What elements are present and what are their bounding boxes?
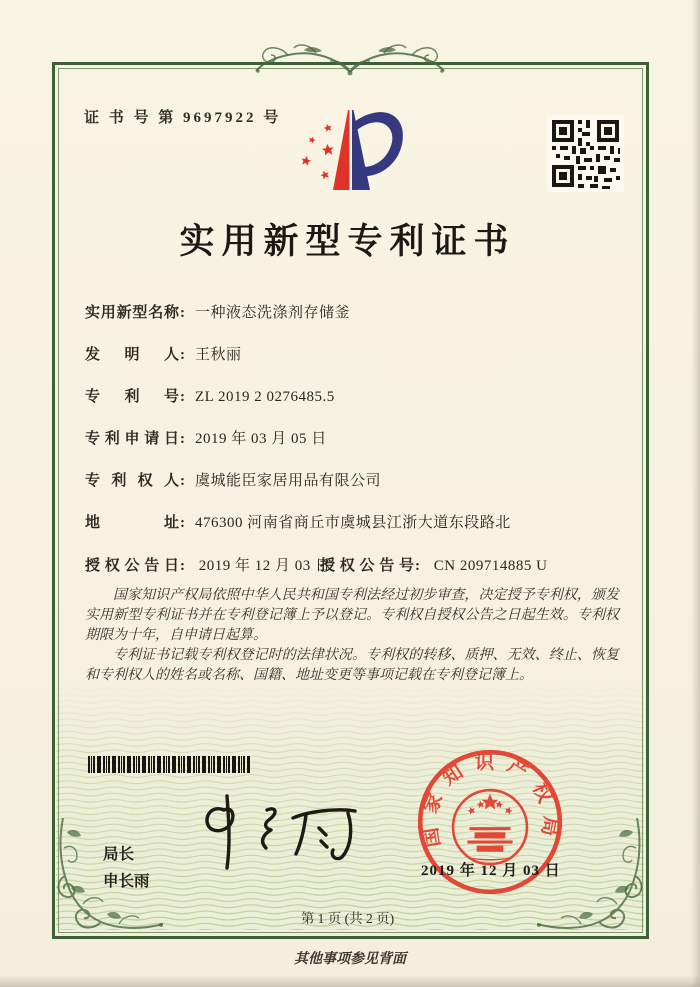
field-label: 专利权人 [85, 473, 179, 489]
field-row-address: 地址 : 476300 河南省商丘市虞城县江浙大道东段路北 [85, 511, 620, 529]
grant-number-group: 授权公告号: CN 209714885 U [320, 554, 547, 575]
field-row-utility-model-name: 实用新型名称 : 一种液态洗涤剂存储釜 [85, 301, 620, 319]
field-value-inventor: 王秋丽 [195, 347, 242, 363]
grant-date-label: 授权公告日 [85, 558, 179, 574]
field-label: 地址 [85, 515, 179, 531]
signer-title: 局长 [103, 846, 135, 863]
signer-block [103, 841, 150, 895]
footer-note: 其他事项参见背面 [294, 952, 406, 967]
field-label: 实用新型名称 [85, 305, 179, 321]
qr-code-icon [547, 115, 624, 192]
legal-body-text [85, 586, 619, 686]
field-value-patent-number: ZL 2019 2 0276485.5 [195, 389, 335, 405]
scan-edge-right [691, 0, 700, 987]
certificate-number: 证 书 号 第 9697922 号 [84, 110, 282, 126]
field-row-patentee: 专利权人 : 虞城能臣家居用品有限公司 [85, 469, 620, 487]
grant-date-value: 2019 年 12 月 03 日 [198, 558, 331, 574]
field-row-patent-number: 专利号 : ZL 2019 2 0276485.5 [85, 385, 620, 403]
grant-row [85, 554, 620, 572]
grant-number-value: CN 209714885 U [433, 558, 548, 574]
barcode [88, 756, 250, 773]
seal-date: 2019 年 12 月 03 日 [421, 863, 561, 879]
field-label: 发明人 [85, 347, 179, 363]
grant-number-label: 授权公告号 [320, 558, 414, 574]
body-paragraph-2: 专利证书记载专利权登记时的法律状况。专利权的转移、质押、无效、终止、恢复和专利权人的姓名或名称、国籍、地址变更等事项记载在专利登记簿上。 [85, 648, 619, 683]
signer-name: 申长雨 [103, 873, 150, 890]
field-value-patentee: 虞城能臣家居用品有限公司 [195, 473, 382, 489]
top-floral-ornament-icon [250, 42, 450, 80]
field-label: 专利申请日 [85, 431, 179, 447]
field-row-filing-date: 专利申请日 : 2019 年 03 月 05 日 [85, 427, 620, 445]
seal-text: 国家知识产权局 [419, 752, 561, 849]
scan-edge-bottom [0, 975, 700, 987]
field-value-utility-model-name: 一种液态洗涤剂存储釜 [195, 305, 351, 321]
signature-icon [193, 790, 365, 876]
certificate-title: 实用新型专利证书 [179, 222, 516, 261]
page-indicator: 第 1 页 (共 2 页) [300, 911, 395, 926]
field-value-address: 476300 河南省商丘市虞城县江浙大道东段路北 [195, 515, 511, 531]
field-value-filing-date: 2019 年 03 月 05 日 [195, 431, 327, 447]
field-row-inventor: 发明人 : 王秋丽 [85, 343, 620, 361]
certificate-fields [85, 301, 620, 553]
grant-date-group: 授权公告日: 2019 年 12 月 03 日 [85, 558, 331, 574]
body-paragraph-1: 国家知识产权局依照中华人民共和国专利法经过初步审查，决定授予专利权，颁发实用新型专利证书并在专利登记簿上予以登记。专利权自授权公告之日起生效。专利权期限为十年，自申请日起算。 [85, 588, 619, 643]
cnipa-patent-logo-icon [288, 100, 416, 208]
field-label: 专利号 [85, 389, 179, 405]
